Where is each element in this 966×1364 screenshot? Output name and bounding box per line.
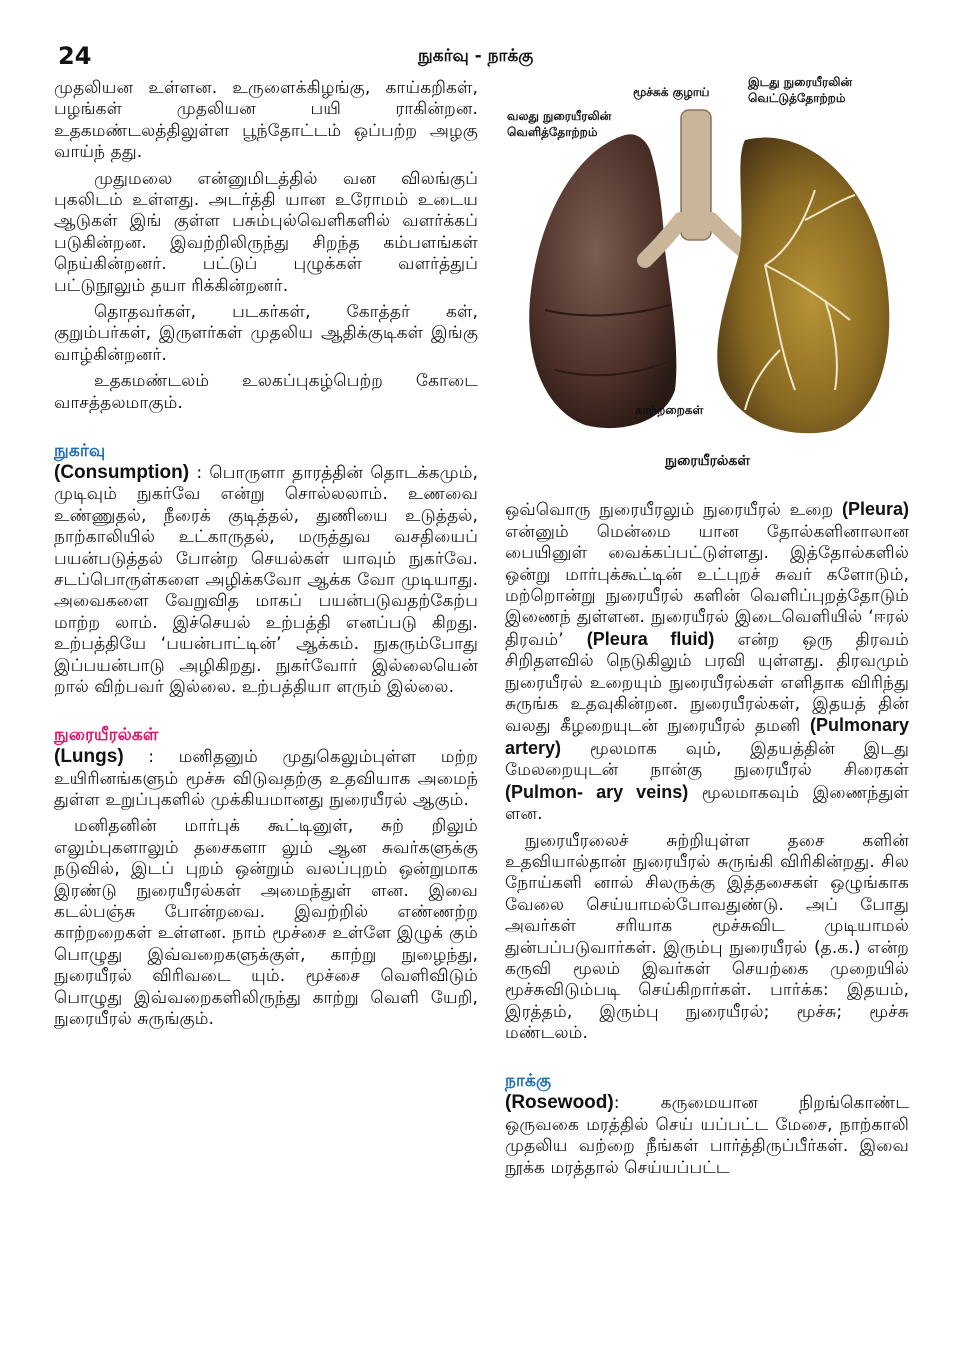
- left-lung: [717, 138, 889, 434]
- text: ஒவ்வொரு நுரையீரலும் நுரையீரல் உறை: [505, 500, 842, 521]
- running-head: நுகர்வு - நாக்கு: [418, 46, 534, 66]
- paragraph: முதுமலை என்னுமிடத்தில் வன விலங்குப் புகலிடம் உள்ளது. அடர்த்தி யான உரோமம் உடைய ஆடுகள் இங் குள்ள பசும்புல்வெளிகளில் வளர்க்கப் படுகின்றன. இவற்றிலிருந்து சிறந்த கம்பளங்கள் நெய்கின்றனர். பட்டுப் புழுக்கள் வளர்த்துப் பட்டுநூலும் தயா ரிக்கின்றனர்.: [54, 168, 478, 296]
- entry-term-english: (Consumption): [54, 461, 190, 483]
- english-term: (Pleura fluid): [586, 628, 715, 649]
- paragraph: மனிதனின் மார்புக் கூட்டினுள், சுற் றிலும் எலும்புகளாலும் தசைகளா லும் ஆன சுவர்களுக்கு நடுவில், இடப் புறம் ஒன்றும் வலப்புறம் ஒன்றுமாக இரண்டு நுரையீரல்கள் அமைந்துள் ளன. இவை கடல்பஞ்சு போன்றவை. இவற்றில் எண்ணற்ற காற்றறைகள் உள்ளன. நாம் மூச்சை உள்ளே இழுக் கும் பொழுது இவ்வறைகளுக்குள், காற்று நுழைந்து, நுரையீரல் விரிவடை யும். மூச்சை வெளிவிடும் பொழுது இவ்வறைகளிலிருந்து காற்று வெளி யேறி, நுரையீரல் சுருங்கும்.: [54, 816, 478, 1030]
- lungs-illustration: [505, 70, 910, 450]
- paragraph-pleura: [505, 478, 909, 826]
- entry-term-tamil: நுரையீரல்கள்: [54, 724, 159, 745]
- paragraph: தொதவர்கள், படகர்கள், கோத்தர் கள், குறும்பர்கள், இருளர்கள் முதலிய ஆதிக்குடிகள் இங்கு வாழ்கின்றனர்.: [54, 302, 478, 365]
- entry-body: : மனிதனும் முதுகெலும்புள்ள மற்ற உயிரினங்களும் மூச்சு விடுவதற்கு உதவியாக அமைந் துள்ள உறுப்புகளில் முக்கியமானது நுரையீரல் ஆகும்.: [54, 747, 478, 810]
- entry-consumption: [54, 419, 478, 698]
- text: மூலமாகவும் இணைந்துள் ளன.: [505, 782, 909, 825]
- entry-rosewood: [505, 1050, 909, 1179]
- label-alveoli: காற்றறைகள்: [635, 403, 704, 417]
- entry-term-tamil: நாக்கு: [505, 1070, 552, 1091]
- left-column: [54, 78, 478, 1035]
- entry-body: : கருமையான நிறங்கொண்ட ஒருவகை மரத்தில் செய் யப்பட்ட மேசை, நாற்காலி முதலிய வற்றை நீங்கள் பார்த்திருப்பீர்கள். இவை நூக்க மரத்தால் செய்யப்பட்ட: [505, 1093, 909, 1178]
- paragraph: நுரையீரலைச் சுற்றியுள்ள தசை களின் உதவியால்தான் நுரையீரல் சுருங்கி விரிகின்றது. சில நோய்களி னால் சிலருக்கு இத்தசைகள் ஒழுங்காக வேலை செய்யாமல்போவதுண்டு. அப் போது அவர்கள் சரியாக மூச்சுவிட முடியாமல் துன்பப்படுவார்கள். இரும்பு நுரையீரல் (த.க.) என்ற கருவி மூலம் இவர்கள் செயற்கை முறையில் மூச்சுவிடும்படி செய்கிறார்கள். பார்க்க: இதயம், இரத்தம், இரும்பு நுரையீரல்; மூச்சு; மூச்சு மண்டலம்.: [505, 830, 909, 1044]
- right-column: [505, 478, 909, 1184]
- entry-lungs: [54, 703, 478, 811]
- text: என்னும் மென்மை யான தோல்களினாலான பையினுள் வைக்கப்பட்டுள்ளது. இத்தோல்களில் ஒன்று மார்புக்கூட்டின் உட்புறச் சுவர் களோடும், மற்றொன்று நுரையீரல் களின் வெளிப்புறத்தோடும் இணைந் துள்ளன. நுரையீரல் இடைவெளியில் ‘ஈரல் திரவம்’: [505, 521, 909, 650]
- entry-term-english: (Rosewood): [505, 1092, 614, 1114]
- label-right-lung-exterior: வலது நுரையீரலின் வெளித்தோற்றம்: [507, 109, 612, 139]
- english-term: (Pulmon- ary veins): [505, 781, 689, 802]
- english-term: (Pulmonary artery): [505, 715, 909, 758]
- entry-body: : பொருளா தாரத்தின் தொடக்கமும், முடிவும் நுகர்வே என்று சொல்லலாம். உணவை உண்ணுதல், நீரைக் குடித்தல், துணியை உடுத்தல், நாற்காலியில் உட்காருதல், மருத்துவ வசதியைப் பயன்படுத்தல் போன்ற செயல்கள் யாவும் நுகர்வே. சடப்பொருள்களை அழிக்கவோ ஆக்க வோ முடியாது. அவைகளை வேறுவித மாகப் பயன்படுவதற்கேற்ப மாற்ற லாம். இச்செயல் உற்பத்தி எனப்படு கிறது. உற்பத்தியே ‘பயன்பாட்டின்’ ஆக்கம். நுகரும்போது இப்பயன்பாடு அழிகிறது. நுகர்வோர் இல்லையென் றால் விற்பவர் இல்லை. உற்பத்தியா ளரும் இல்லை.: [54, 462, 478, 697]
- figure-caption: நுரையீரல்கள்: [664, 453, 751, 469]
- page-number: 24: [58, 42, 92, 70]
- text: மூலமாக வும், இதயத்தின் இடது மேலறையுடன் நான்கு நுரையீரல் சிரைகள்: [505, 738, 909, 781]
- english-term: (Pleura): [841, 499, 909, 520]
- right-lung: [529, 134, 676, 428]
- label-left-lung-section: இடது நுரையீரலின் வெட்டுத்தோற்றம்: [748, 75, 853, 105]
- label-trachea: மூச்சுக் குழாய்: [633, 85, 710, 99]
- paragraph: உதகமண்டலம் உலகப்புகழ்பெற்ற கோடை வாசத்தலமாகும்.: [54, 371, 478, 413]
- entry-term-tamil: நுகர்வு: [54, 440, 106, 461]
- entry-term-english: (Lungs): [54, 746, 124, 768]
- paragraph: முதலியன உள்ளன. உருளைக்கிழங்கு, காய்கறிகள், பழங்கள் முதலியன பயி ராகின்றன. உதகமண்டலத்திலுள்ள பூந்தோட்டம் ஒப்பற்ற அழகு வாய்ந் தது.: [54, 78, 478, 163]
- text: என்ற ஒரு திரவம் சிறிதளவில் நெடுகிலும் பரவி யுள்ளது. திரவமும் நுரையீரல் உறையும் நுரையீரல்கள் எளிதாக விரிந்து சுருங்க உதவுகின்றன. நுரையீரல்கள், இதயத் தின் வலது கீழறையுடன் நுரையீரல் தமனி: [505, 629, 909, 737]
